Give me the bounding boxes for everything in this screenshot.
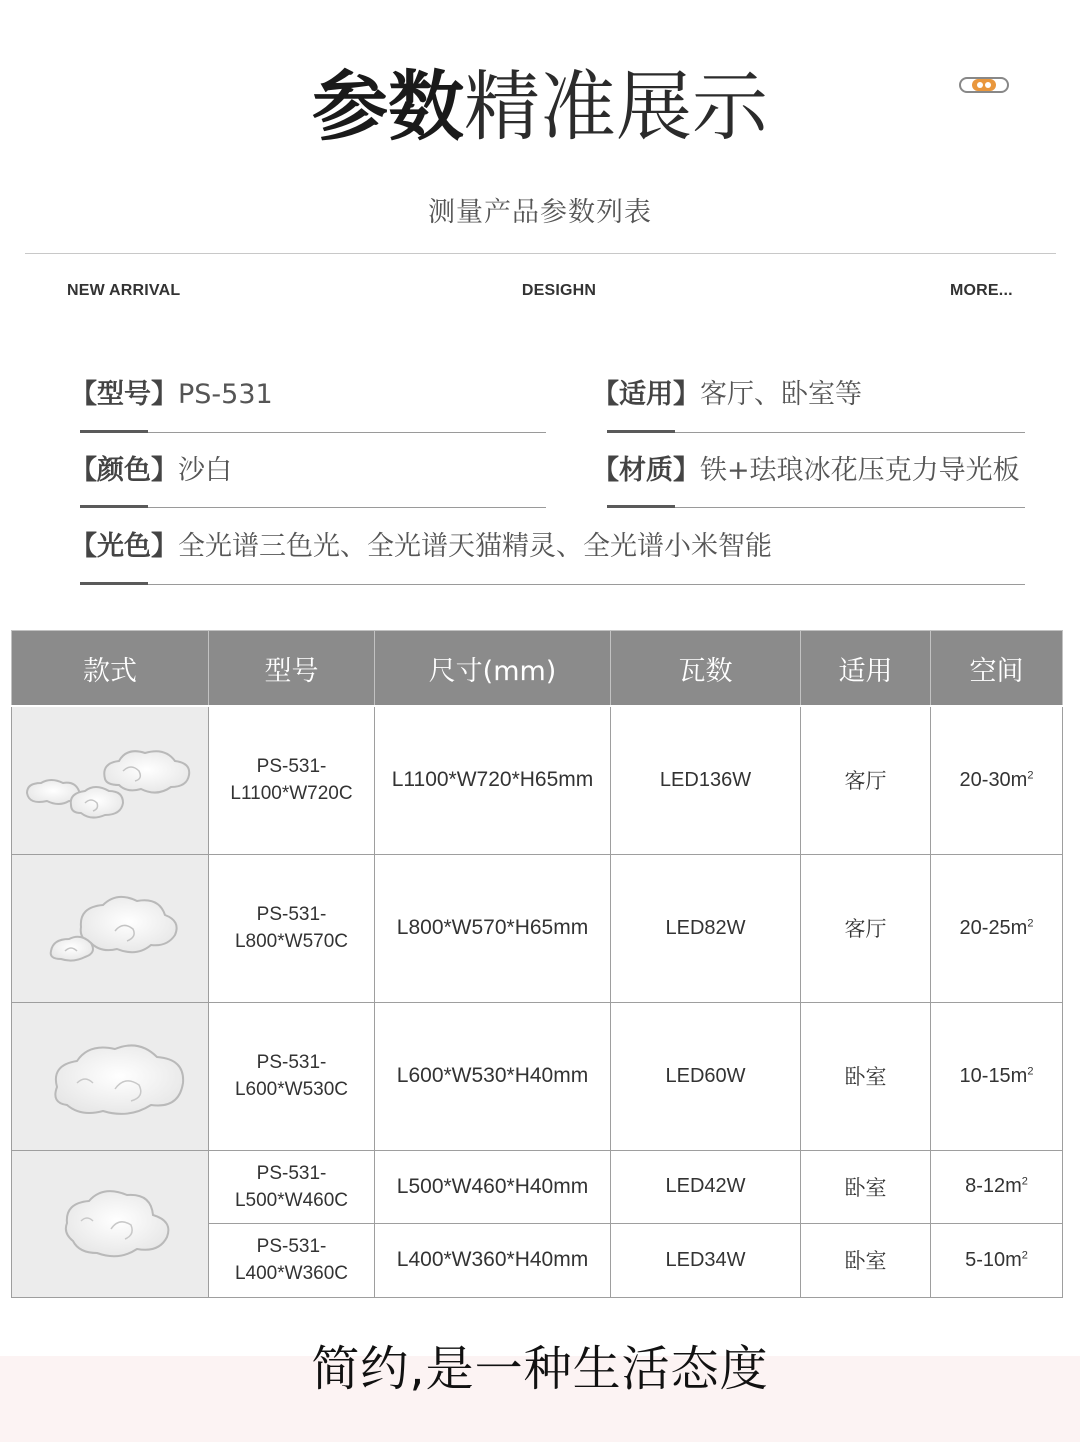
cloud-lamp-small-image [15,1003,205,1143]
usage-cell: 卧室 [801,1224,931,1298]
col-header-model: 型号 [209,631,375,707]
spec-rule-accent [80,505,148,508]
product-image-cell [12,706,209,854]
model-cell [209,1224,375,1298]
spec-rule-accent [80,582,148,585]
spec-color-key: 【颜色】 [70,455,178,486]
model-line-2: L600*W530C [234,1079,349,1100]
table-row [12,854,1063,1002]
area-unit-sup: 2 [1021,1175,1028,1188]
page-subtitle: 测量产品参数列表 [428,197,652,228]
area-cell [931,1002,1063,1150]
table-row [12,1002,1063,1150]
spec-material-key: 【材质】 [592,455,700,486]
cloud-lamp-large-image [15,707,205,847]
spec-color-value: 沙白 [178,455,232,486]
area-unit-sup: 2 [1027,916,1034,929]
product-image-cell [12,1002,209,1150]
watt-cell: LED42W [611,1150,801,1224]
spec-rule-accent [607,505,675,508]
col-header-watt: 瓦数 [611,631,801,707]
col-header-usage: 适用 [801,631,931,707]
usage-cell: 卧室 [801,1002,931,1150]
usage-cell: 卧室 [801,1150,931,1224]
size-cell: L400*W360*H40mm [375,1224,611,1298]
spec-light-key: 【光色】 [70,531,178,562]
table-row [12,706,1063,854]
spec-usage-value: 客厅、卧室等 [700,379,862,410]
cloud-lamp-mini-image [15,1151,205,1291]
table-row [12,1150,1063,1224]
area-value: 20-25m [959,916,1028,939]
watt-cell: LED34W [611,1224,801,1298]
product-image-cell [12,1150,209,1297]
nav-new-arrival[interactable]: NEW ARRIVAL [67,282,181,299]
area-value: 5-10m [965,1248,1022,1271]
watt-cell: LED60W [611,1002,801,1150]
spec-material [592,451,1020,491]
area-cell [931,706,1063,854]
model-cell [209,1150,375,1224]
page-title [0,62,1080,152]
spec-light [70,527,772,567]
spec-rule [80,507,546,508]
spec-rule [80,584,1025,585]
spec-model-key: 【型号】 [70,379,178,410]
model-line-2: L400*W360C [234,1263,349,1285]
size-cell: L800*W570*H65mm [375,854,611,1002]
header-divider [25,253,1056,254]
spec-rule-accent [607,430,675,433]
watt-cell: LED82W [611,854,801,1002]
spec-model [70,375,273,415]
spec-rule [80,432,546,433]
area-cell [931,1224,1063,1298]
model-line-1: PS-531- [256,756,327,778]
nav-more[interactable]: MORE... [950,282,1013,299]
model-line-2: L500*W460C [234,1189,349,1211]
spec-usage [592,375,862,415]
usage-cell: 客厅 [801,854,931,1002]
model-line-1: PS-531- [256,904,327,925]
size-cell: L500*W460*H40mm [375,1150,611,1224]
spec-model-value: PS-531 [178,379,273,410]
area-value: 10-15m [959,1064,1028,1087]
col-header-size: 尺寸(mm) [375,631,611,707]
model-line-2: L1100*W720C [230,783,353,805]
col-header-area: 空间 [931,631,1063,707]
spec-usage-key: 【适用】 [592,379,700,410]
area-cell [931,1150,1063,1224]
nav-design[interactable]: DESIGHN [521,282,597,299]
area-cell [931,854,1063,1002]
title-light: 精准展示 [464,62,768,151]
table-header-row [12,631,1063,707]
watt-cell: LED136W [611,706,801,854]
model-line-2: L800*W570C [234,931,349,952]
product-image-cell [12,854,209,1002]
model-cell [209,1002,375,1150]
area-unit-sup: 2 [1027,769,1034,782]
footer-slogan: 简约,是一种生活态度 [311,1341,769,1397]
spec-light-value: 全光谱三色光、全光谱天猫精灵、全光谱小米智能 [178,531,772,562]
area-unit-sup: 2 [1027,1064,1034,1077]
area-unit-sup: 2 [1021,1249,1028,1262]
spec-color [70,451,232,491]
spec-rule-accent [80,430,148,433]
spec-material-value: 铁+珐琅冰花压克力导光板 [700,455,1020,486]
col-header-style: 款式 [12,631,209,707]
chain-ornament-icon [958,76,1010,94]
spec-table [11,630,1063,1298]
model-cell [209,706,375,854]
size-cell: L600*W530*H40mm [375,1002,611,1150]
area-value: 20-30m [959,768,1028,791]
size-cell: L1100*W720*H65mm [375,706,611,854]
model-line-1: PS-531- [256,1236,327,1258]
cloud-lamp-medium-image [15,855,205,995]
usage-cell: 客厅 [801,706,931,854]
title-bold: 参数 [312,62,464,151]
model-line-1: PS-531- [256,1162,327,1184]
area-value: 8-12m [965,1175,1022,1198]
model-line-1: PS-531- [256,1052,327,1073]
model-cell [209,854,375,1002]
